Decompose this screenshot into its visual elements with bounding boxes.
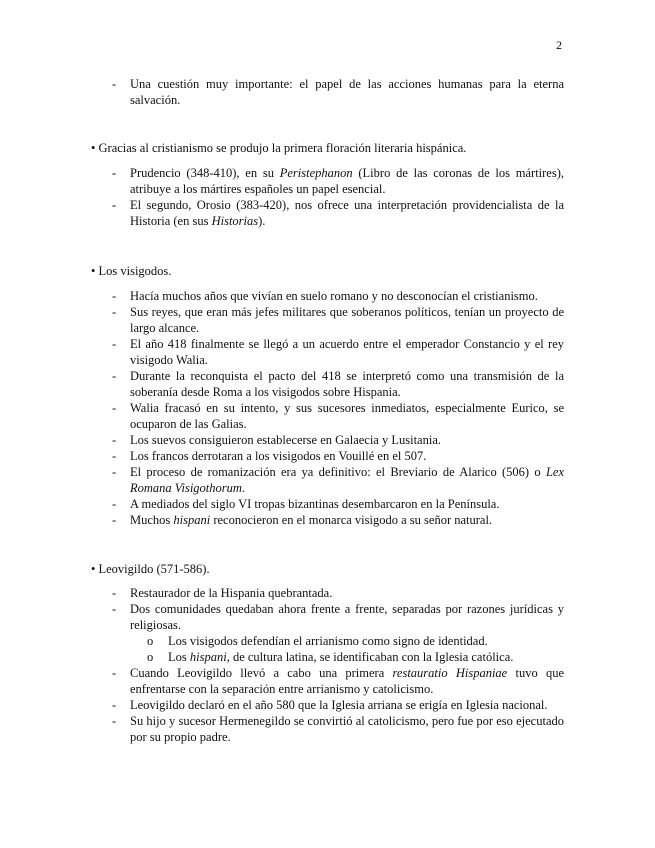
list-item-prudencio: - Prudencio (348-410), en su Peristephanon (Libro de las coronas de los mártires), atribuye a los mártires españoles un papel esencial. (130, 165, 564, 197)
list-item: - Walia fracasó en su intento, y sus sucesores inmediatos, especialmente Eurico, se ocuparon de las Galias. (130, 400, 564, 432)
list-item: - Dos comunidades quedaban ahora frente a frente, separadas por razones jurídicas y religiosas. (130, 601, 564, 633)
section-heading-leovigildo: • Leovigildo (571-586). (91, 562, 210, 576)
list-item-orosio: - El segundo, Orosio (383-420), nos ofrece una interpretación providencialista de la Historia (en sus Historias). (130, 197, 564, 229)
section-heading-visigodos: • Los visigodos. (91, 264, 172, 278)
intro-item: - Una cuestión muy importante: el papel de las acciones humanas para la eterna salvación. (130, 76, 564, 108)
list-item-breviario: - El proceso de romanización era ya definitivo: el Breviario de Alarico (506) o Lex Romana Visigothorum. (130, 464, 564, 496)
list-item-restauratio: - Cuando Leovigildo llevó a cabo una primera restauratio Hispaniae tuvo que enfrentarse con la separación entre arrianismo y catolicismo. (130, 665, 564, 697)
list-item: - Hacía muchos años que vivían en suelo romano y no desconocían el cristianismo. (130, 288, 564, 304)
list-item: - Los suevos consiguieron establecerse en Galaecia y Lusitania. (130, 432, 564, 448)
sub-list-item-hispani: o Los hispani, de cultura latina, se identificaban con la Iglesia católica. (168, 649, 564, 665)
page-number: 2 (556, 38, 562, 52)
list-item: - Su hijo y sucesor Hermenegildo se convirtió al catolicismo, pero fue por eso ejecutado por su propio padre. (130, 713, 564, 745)
list-item: - Restaurador de la Hispania quebrantada. (130, 585, 564, 601)
list-item: - Sus reyes, que eran más jefes militares que soberanos políticos, tenían un proyecto de largo alcance. (130, 304, 564, 336)
list-item: - El año 418 finalmente se llegó a un acuerdo entre el emperador Constancio y el rey visigodo Walia. (130, 336, 564, 368)
list-item-hispani: - Muchos hispani reconocieron en el monarca visigodo a su señor natural. (130, 512, 564, 528)
list-item: - Leovigildo declaró en el año 580 que la Iglesia arriana se erigía en Iglesia nacional. (130, 697, 564, 713)
list-item: - A mediados del siglo VI tropas bizantinas desembarcaron en la Península. (130, 496, 564, 512)
sub-list-item: o Los visigodos defendían el arrianismo como signo de identidad. (168, 633, 564, 649)
list-item: - Durante la reconquista el pacto del 418 se interpretó como una transmisión de la soberanía desde Roma a los visigodos sobre Hispania. (130, 368, 564, 400)
section-heading-literatura: • Gracias al cristianismo se produjo la primera floración literaria hispánica. (91, 141, 467, 155)
list-item: - Los francos derrotaran a los visigodos en Vouillé en el 507. (130, 448, 564, 464)
